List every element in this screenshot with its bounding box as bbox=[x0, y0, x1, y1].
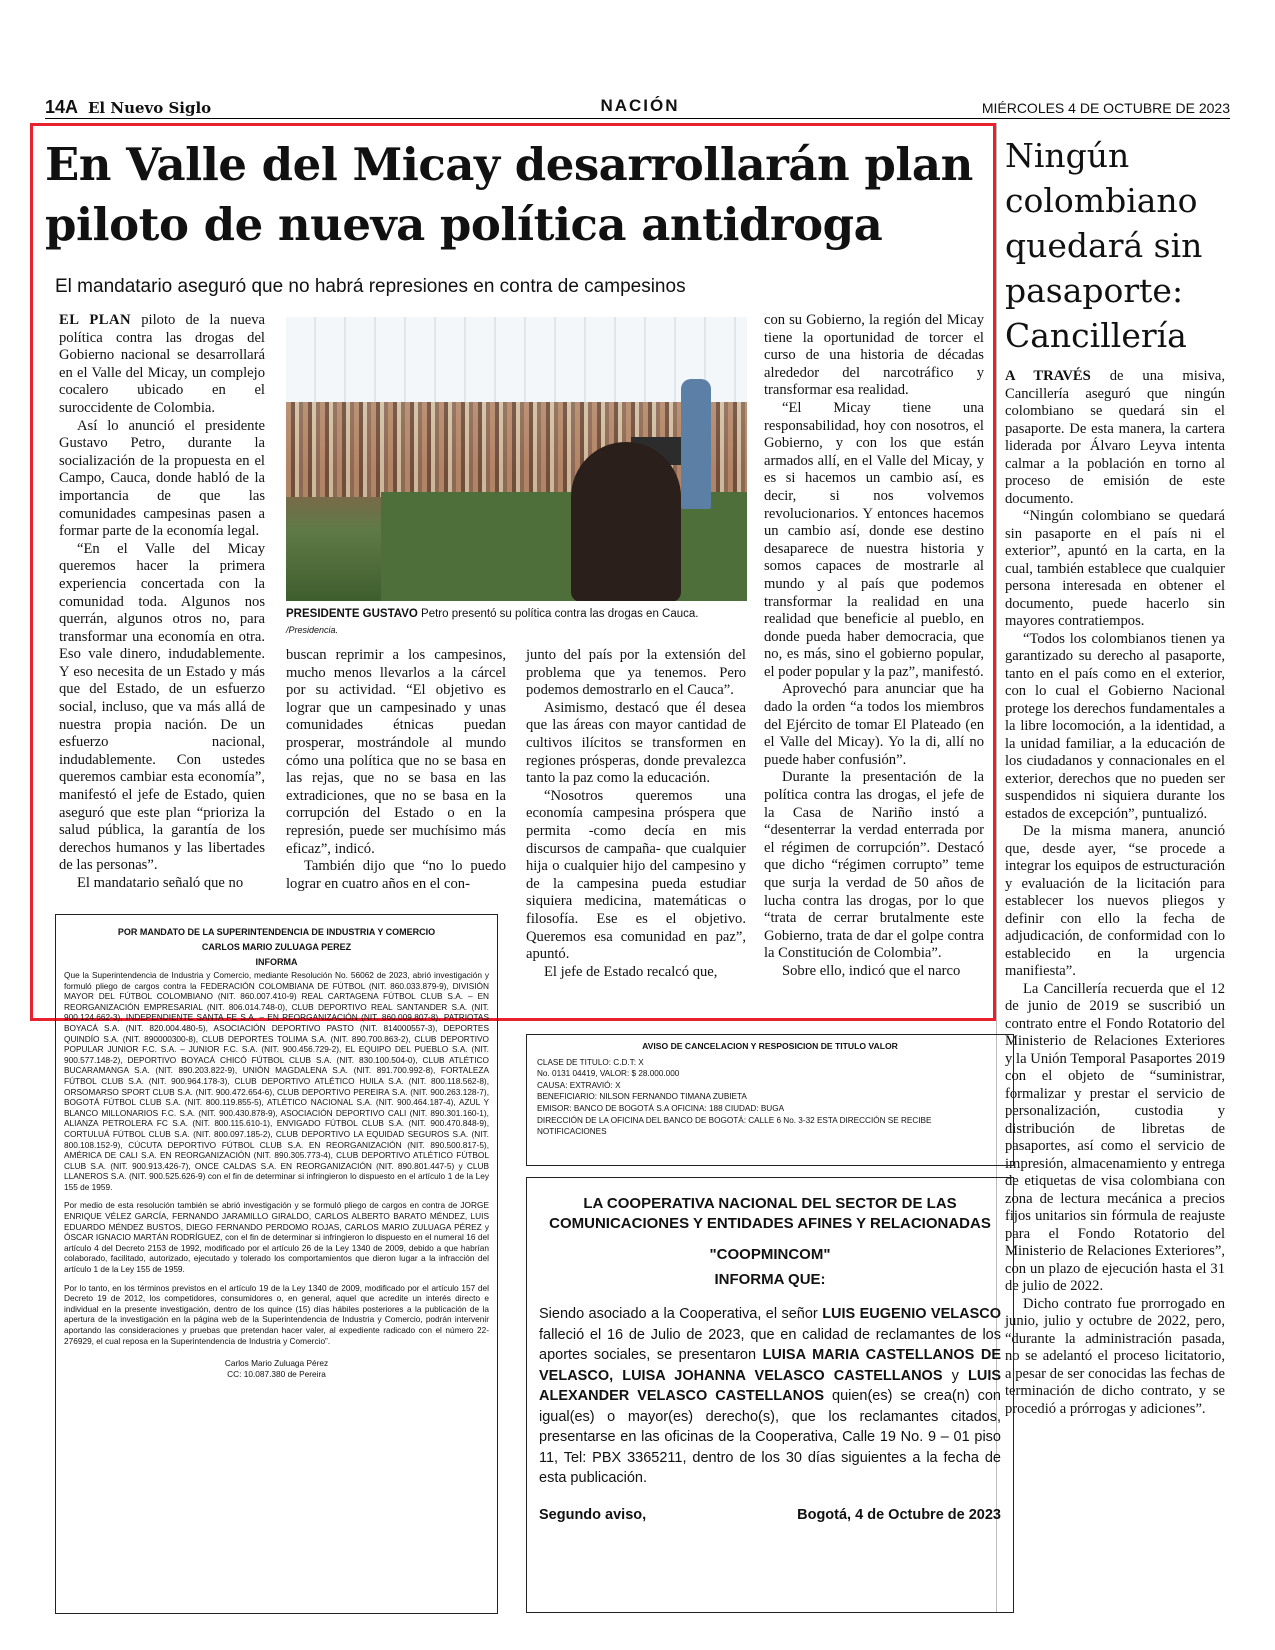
article-column-4 bbox=[764, 312, 984, 981]
notice-line: CARLOS MARIO ZULUAGA PEREZ bbox=[201, 942, 352, 952]
coop-name: "COOPMINCOM" bbox=[709, 1246, 831, 1263]
notice-line: POR MANDATO DE LA SUPERINTENDENCIA DE INDUSTRIA Y COMERCIO bbox=[117, 927, 436, 937]
notice-row: CAUSA: EXTRAVIÓ: X bbox=[537, 1080, 621, 1090]
notice-label: Segundo aviso, bbox=[539, 1506, 647, 1523]
notice-line: INFORMA bbox=[255, 957, 298, 967]
article-paragraph: “Nosotros queremos una economía campesina próspera que permita -como decía en mis discursos de campaña- que cualquier hija o cualquier hijo del campesino y de la campesina pueda estudiar siquiera medicina, matemáticas o filosofía. Ese es el objetivo. Queremos esa comunidad en paz”, apuntó. bbox=[526, 787, 746, 963]
sidebar-body bbox=[1005, 368, 1225, 1418]
notice-body: Siendo asociado a la Cooperativa, el señor LUIS EUGENIO VELASCO falleció el 16 de Julio de 2023, que en calidad de reclamantes de los aportes sociales, se presentaron LUISA MARIA CASTELLANOS DE VELASCO, LUISA JOHANNA VELASCO CASTELLANOS y LUIS ALEXANDER VELASCO CASTELLANOS quien(es) se crea(n) con igual(es) o mayor(es) derecho(s), que los reclamantes citados, presentarse en las oficinas de la Cooperativa, Calle 19 No. 9 – 01 piso 11, Tel: PBX 3365211, dentro de los 30 días siguientes a la fecha de esta publicación. bbox=[539, 1306, 1002, 1486]
article-paragraph: El mandatario señaló que no bbox=[77, 875, 244, 891]
article-paragraph: Sobre ello, indicó que el narco bbox=[782, 962, 961, 979]
article-paragraph: Aprovechó para anunciar que ha dado la orden “a todos los miembros del Ejército de tomar El Plateado (en el Valle del Micay). Yo la di, allí no puede haber confusión”. bbox=[764, 681, 984, 768]
notice-paragraph: Por lo tanto, en los términos previstos en el artículo 19 de la Ley 1340 de 2009, modificado por el artículo 157 del Decreto 19 de 2012, los competidores, consumidores o, en general, aquel que acredite un interés directo e individual en la presente investigación, dentro de los quince (15) días hábiles posteriores a la publicación de la apertura de la investigación en la página web de la Superintendencia de Industria y Comercio, podrán intervenir aportando las consideraciones y pruebas que pretendan hacer valer, al expediente radicado con el número 22-276929, el cual reposa en la Superintendencia de Industria y Comercio”. bbox=[64, 1282, 489, 1346]
lead-word: EL PLAN bbox=[59, 312, 132, 328]
article-paragraph: buscan reprimir a los campesinos, mucho menos llevarlos a la cárcel por su actividad. “El objetivo es lograr que un campesinado y unas comunidades étnicas puedan prosperar, mostrándole al mundo cómo una política que no se basa en las rejas, que no se basa en las extradiciones, que no se basa en la corrupción del Estado o en la represión, puede ser muchísimo más eficaz”, indicó. bbox=[286, 647, 506, 857]
article-paragraph: Asimismo, destacó que él desea que las áreas con mayor cantidad de cultivos ilícitos se transformen en regiones prósperas, donde prevalezca tanto la paz como la educación. bbox=[526, 699, 746, 787]
sidebar-paragraph: Dicho contrato fue prorrogado en junio, julio y octubre de 2022, pero, “durante la administración pasada, no se adelantó el proceso licitatorio, a pesar de ser conocidas las fechas de terminación de dicho contrato, y se procedió a prórrogas y adiciones”. bbox=[1005, 1295, 1225, 1417]
notice-row: DIRECCIÓN DE LA OFICINA DEL BANCO DE BOGOTÁ: CALLE 6 No. 3-32 ESTA DIRECCIÓN SE RECIBE NOTIFICACIONES bbox=[537, 1115, 932, 1137]
notice-paragraph: Por medio de esta resolución también se abrió investigación y se formuló pliego de cargos en contra de JORGE ENRIQUE VÉLEZ GARCÍA, FERNANDO JARAMILLO GIRALDO, CARLOS ALBERTO BARATO MÉNDEZ, LUIS EDUARDO MÉNDEZ BUSTOS, DIEGO FERNANDO PERDOMO ROJAS, CARLOS MARIO ZULUAGA PÉREZ y ÓSCAR IGNACIO MARTÁN RODRÍGUEZ, con el fin de determinar si infringieron lo dispuesto en el numeral 16 del artículo 4 del Decreto 2153 de 1992, modificado por el artículo 26 de la Ley 1340 de 2009, debido a que habrían colaborado, facilitado, autorizado, ejecutado y tolerado los comportamientos que dieron lugar a la infracción del artículo 1 de la Ley 155 de 1959. bbox=[64, 1200, 489, 1275]
header-rule bbox=[45, 118, 1230, 119]
notice-footer bbox=[539, 1507, 1001, 1523]
article-paragraph: Así lo anunció el presidente Gustavo Petro, durante la socialización de la propuesta en el Campo, Cauca, donde habló de la importancia de que las comunidades campesinas pasen a formar parte de la economía legal. bbox=[59, 417, 265, 540]
article-column-3 bbox=[526, 647, 746, 981]
article-paragraph: con su Gobierno, la región del Micay tiene la oportunidad de torcer el curso de una historia de décadas alrededor del narcotráfico y transformar esa realidad. bbox=[764, 312, 984, 399]
sidebar-paragraph: “Todos los colombianos tienen ya garantizado su derecho al pasaporte, tanto en el país como en el exterior, con lo cual el Gobierno Nacional protege los derechos fundamentales a la libre locomoción, a la identidad, a la unidad familiar, a la educación de los ciudadanos y connacionales en el exterior, derechos que no pueden ser suspendidos ni siquiera durante los estados de excepción”, puntualizó. bbox=[1005, 630, 1225, 822]
article-subhead: El mandatario aseguró que no habrá represiones en contra de campesinos bbox=[55, 276, 686, 297]
notice-signer: Carlos Mario Zuluaga Pérez bbox=[224, 1358, 329, 1369]
notice-row: CLASE DE TITULO: C.D.T: X bbox=[537, 1057, 644, 1067]
notice-signer-id: CC: 10.087.380 de Pereira bbox=[227, 1368, 326, 1379]
article-paragraph: junto del país por la extensión del problema que ya tenemos. Pero podemos demostrarlo en el Cauca”. bbox=[526, 647, 746, 699]
article-paragraph: EL PLAN piloto de la nueva política contra las drogas del Gobierno nacional se desarrollará en el Valle del Micay, un complejo cocalero ubicado en el suroccidente de Colombia. bbox=[59, 312, 265, 416]
photo-credit: /Presidencia. bbox=[286, 625, 339, 635]
legal-notice-sic bbox=[55, 914, 498, 1614]
notice-title: LA COOPERATIVA NACIONAL DEL SECTOR DE LAS COMUNICACIONES Y ENTIDADES AFINES Y RELACIONADAS bbox=[549, 1195, 991, 1232]
article-paragraph: “El Micay tiene una responsabilidad, hoy con nosotros, el Gobierno, y con los que están armados allí, en el Valle del Micay, y es si hacemos un cambio así, es decir, si nos volvemos revolucionarios. Y entonces hacemos un cambio así, donde ese destino desaparece de nuestra historia y somos capaces de mostrarle al mundo y al país que podemos transformar la realidad en una realidad que beneficie al pueblo, en donde pueda haber democracia, que no, es más, sino el gobierno popular, el poder popular y la paz”, manifestó. bbox=[764, 399, 984, 680]
notice-row: EMISOR: BANCO DE BOGOTÁ S.A OFICINA: 188 CIUDAD: BUGA bbox=[537, 1103, 785, 1113]
notice-place-date: Bogotá, 4 de Octubre de 2023 bbox=[797, 1506, 1001, 1523]
notice-paragraph: Que la Superintendencia de Industria y Comercio, mediante Resolución No. 56062 de 2023, abrió investigación y formuló pliego de cargos contra la FEDERACIÓN COLOMBIANA DE FÚTBOL (NIT. 860.033.879-9), DIVISIÓN MAYOR DEL FÚTBOL COLOMBIANO (NIT. 860.007.410-9) REAL CARTAGENA FÚTBOL CLUB S.A. – EN REORGANIZACIÓN EMPRESARIAL (NIT. 806.014.748-0), CLUB DEPORTIVO REAL SANTANDER S.A. (NIT. 900.124.662-3), INDEPENDIENTE SANTA FE S.A. – EN REORGANIZACIÓN (NIT. 860.009.807-8), PATRIOTAS BOYACÁ S.A. (NIT. 820.004.480-5), ASOCIACIÓN DEPORTIVO PASTO (NIT. 814000557-3), DEPORTES QUINDÍO S.A. (NIT. 890000300-8), CLUB DEPORTES TOLIMA S.A. (NIT. 890.700.863-2), CLUB DEPORTIVO POPULAR JUNIOR F.C. S.A. – JUNIOR F.C. S.A. (NIT. 900.456.729-2), EL EQUIPO DEL PUEBLO S.A. (NIT. 900.577.148-2), DEPORTIVO BOYACÁ CHICÓ FÚTBOL CLUB S.A. (NIT. 830.100.504-0), CLUB ATLÉTICO BUCARAMANGA S.A. (NIT. 890.203.822-9), UNIÓN MAGDALENA S.A. (NIT. 891.700.992-8), FORTALEZA FÚTBOL CLUB S.A. (NIT. 900.964.178-3), CLUB DEPORTIVO ATLÉTICO HUILA S.A. (NIT. 800.118.562-8), ORSOMARSO SPORT CLUB S.A. (NIT. 900.472.654-6), CLUB DEPORTIVO PEREIRA S.A. (NIT. 900.263.128-7), BOGOTÁ FÚTBOL CLUB S.A. (NIT. 800.119.855-5), ATLÉTICO NACIONAL S.A. (NIT. 900.464.187-4), AZUL Y BLANCO MILLONARIOS F.C. S.A. (NIT. 900.430.878-9), ASOCIACIÓN DEPORTIVO CALI (NIT. 890.301.160-1), ALIANZA PETROLERA FC S.A. (NIT. 800.115.610-1), ENVIGADO FÚTBOL CLUB S.A. (NIT. 900.470.848-9), CORTULUÁ FÚTBOL CLUB S.A. (NIT. 800.097.185-2), CLUB DEPORTIVO LA EQUIDAD SEGUROS S.A. (NIT. 800.108.152-9), CÚCUTA DEPORTIVO FÚTBOL CLUB S.A. EN REORGANIZACIÓN (NIT. 890.500.817-5), AMÉRICA DE CALI S.A. EN REORGANIZACIÓN (NIT. 890.305.773-4), CLUB DEPORTIVO ATLÉTICO FÚTBOL CLUB S.A. (NIT. 900.913.426-7), ONCE CALDAS S.A. EN REORGANIZACIÓN (NIT. 890.801.447-5) y CLUB LLANEROS S.A. (NIT. 900.525.626-9) con el fin de determinar si infringieron lo dispuesto en el artículo 1 de la Ley 155 de 1959. bbox=[64, 970, 489, 1192]
sidebar-paragraph: “Ningún colombiano se quedará sin pasaporte en el país ni el exterior”, apuntó en la carta, en la cual, también establece que cualquier persona interesada en obtener el documento, puede hacerlo sin mayores contratiempos. bbox=[1005, 508, 1225, 629]
article-column-2 bbox=[286, 647, 506, 893]
notice-title: AVISO DE CANCELACION Y RESPOSICION DE TITULO VALOR bbox=[642, 1041, 898, 1051]
page-number: 14A bbox=[45, 97, 79, 117]
legal-notice-titulo bbox=[526, 1034, 1014, 1166]
article-paragraph: Durante la presentación de la política contra las drogas, el jefe de la Casa de Nariño instó a “desenterrar la verdad enterrada por el régimen de corrupción”. Destacó que dicho “régimen corrupto” teme que surja la verdad de 50 años de lucha contra las drogas, por lo que “trata de cerrar brutalmente este Gobierno, trata de dar el golpe contra la Constitución de Colombia”. bbox=[764, 769, 984, 962]
sidebar-headline: Ningún colombiano quedará sin pasaporte: Cancillería bbox=[1005, 136, 1203, 355]
article-paragraph: El jefe de Estado recalcó que, bbox=[544, 963, 718, 980]
notice-informa: INFORMA QUE: bbox=[714, 1271, 826, 1288]
article-column-1 bbox=[59, 312, 265, 893]
article-headline: En Valle del Micay desarrollarán plan piloto de nueva política antidroga bbox=[45, 138, 973, 251]
notice-row: No. 0131 04419, VALOR: $ 28.000.000 bbox=[537, 1069, 680, 1079]
sidebar-paragraph: La Cancillería recuerda que el 12 de junio de 2019 se suscribió un contrato entre el Fondo Rotatorio del Ministerio de Relaciones Exteriores y la Unión Temporal Pasaportes 2019 con el objeto de “suministrar, formalizar y prestar el servicio de personalización, custodia y distribución de libretas de pasaportes, así como el servicio de impresión, almacenamiento y entrega de etiquetas de visa colombiana con zona de lectura mecánica a precios fijos unitarios sin fórmula de reajuste para el Fondo Rotatorio del Ministerio de Relaciones Exteriores”, con un plazo de ejecución hasta el 31 de julio de 2022. bbox=[1005, 980, 1225, 1294]
sidebar-paragraph: De la misma manera, anunció que, desde ayer, “se procede a integrar los equipos de estructuración y evaluación de la licitación para establecer los nuevos pliegos y definir con ello la fecha de adjudicación, de conformidad con lo establecido en la urgencia manifiesta”. bbox=[1005, 823, 1225, 979]
newspaper-name: El Nuevo Siglo bbox=[88, 99, 212, 117]
photo-caption: PRESIDENTE GUSTAVO Petro presentó su política contra las drogas en Cauca. /Presidencia. bbox=[286, 608, 699, 635]
article-photo bbox=[286, 317, 747, 601]
sidebar-paragraph: A TRAVÉS de una misiva, Cancillería aseguró que ningún colombiano se quedará sin el pasaporte. De esta manera, la cartera liderada por Álvaro Leyva intenta calmar a la población en torno al proceso de emisión de este documento. bbox=[1005, 368, 1225, 507]
article-paragraph: También dijo que “no lo puedo lograr en cuatro años en el con- bbox=[286, 858, 506, 892]
issue-date: MIÉRCOLES 4 DE OCTUBRE DE 2023 bbox=[981, 100, 1230, 116]
sidebar-lead-word: A TRAVÉS bbox=[1005, 368, 1091, 384]
notice-row: BENEFICIARIO: NILSON FERNANDO TIMANA ZUBIETA bbox=[537, 1092, 747, 1102]
article-paragraph: “En el Valle del Micay queremos hacer la primera experiencia concertada con la comunidad toda. Algunos nos querrán, algunos otros no, para transformar una economía en otra. Eso vale dinero, indudablemente. Y eso necesita de un Estado y más que del Estado, de un esfuerzo social, incluso, que va más allá de nuestra propia nación. De un esfuerzo nacional, indudablemente. Con ustedes queremos cambiar esta economía”, manifestó el jefe de Estado, quien aseguró que este plan “prioriza la salud pública, la garantía de los derechos humanos y las libertades de las personas”. bbox=[59, 540, 265, 874]
section-name: NACIÓN bbox=[600, 96, 680, 115]
legal-notice-coop bbox=[526, 1177, 1014, 1613]
